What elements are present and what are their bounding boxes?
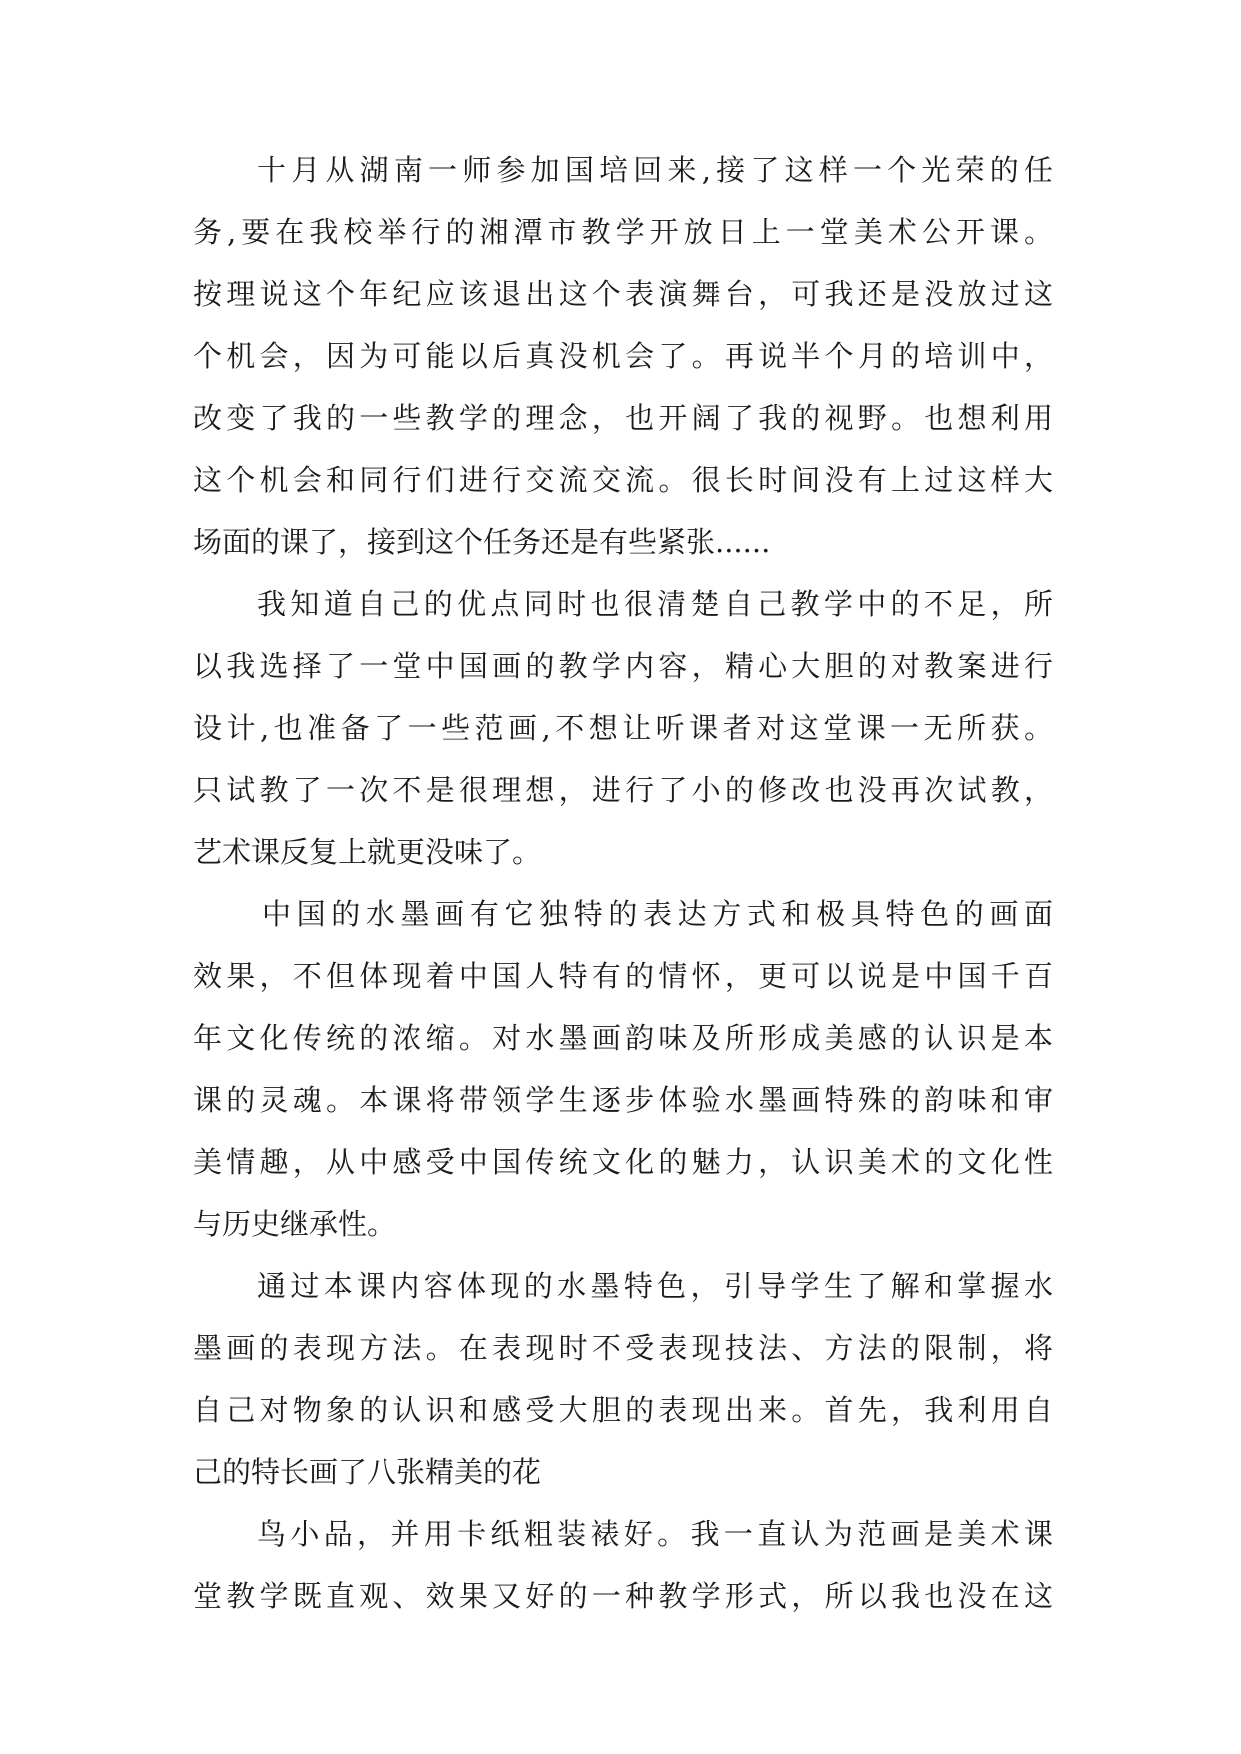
paragraph-3-line-2: 效果，不但体现着中国人特有的情怀，更可以说是中国千百 [193, 959, 1053, 993]
paragraph-1-line-5: 改变了我的一些教学的理念，也开阔了我的视野。也想利用 [193, 401, 1053, 435]
paragraph-3-line-6: 与历史继承性。 [193, 1207, 397, 1241]
paragraph-2-line-3: 设计,也准备了一些范画,不想让听课者对这堂课一无所获。 [193, 711, 1053, 745]
paragraph-1-line-4: 个机会，因为可能以后真没机会了。再说半个月的培训中， [193, 339, 1053, 373]
paragraph-1-line-2: 务,要在我校举行的湘潭市教学开放日上一堂美术公开课。 [193, 215, 1053, 249]
paragraph-4-line-2: 墨画的表现方法。在表现时不受表现技法、方法的限制，将 [193, 1331, 1053, 1365]
paragraph-5-line-1: 鸟小品，并用卡纸粗装裱好。我一直认为范画是美术课 [257, 1517, 1053, 1551]
paragraph-1-line-7: 场面的课了，接到这个任务还是有些紧张...... [193, 525, 771, 559]
paragraph-4-line-4: 己的特长画了八张精美的花 [193, 1455, 542, 1489]
paragraph-3-line-5: 美情趣，从中感受中国传统文化的魅力，认识美术的文化性 [193, 1145, 1053, 1179]
paragraph-1-line-3: 按理说这个年纪应该退出这个表演舞台，可我还是没放过这 [193, 277, 1053, 311]
paragraph-1-line-6: 这个机会和同行们进行交流交流。很长时间没有上过这样大 [193, 463, 1053, 497]
paragraph-1-line-1: 十月从湖南一师参加国培回来,接了这样一个光荣的任 [257, 153, 1053, 187]
paragraph-3-line-1: 中国的水墨画有它独特的表达方式和极具特色的画面 [262, 897, 1053, 931]
paragraph-2-line-2: 以我选择了一堂中国画的教学内容，精心大胆的对教案进行 [193, 649, 1053, 683]
paragraph-2-line-5: 艺术课反复上就更没味了。 [193, 835, 542, 869]
paragraph-4-line-1: 通过本课内容体现的水墨特色，引导学生了解和掌握水 [257, 1269, 1053, 1303]
paragraph-2-line-1: 我知道自己的优点同时也很清楚自己教学中的不足，所 [257, 587, 1053, 621]
paragraph-5-line-2: 堂教学既直观、效果又好的一种教学形式，所以我也没在这 [193, 1579, 1053, 1613]
paragraph-4-line-3: 自己对物象的认识和感受大胆的表现出来。首先，我利用自 [193, 1393, 1053, 1427]
paragraph-3-line-3: 年文化传统的浓缩。对水墨画韵味及所形成美感的认识是本 [193, 1021, 1053, 1055]
paragraph-2-line-4: 只试教了一次不是很理想，进行了小的修改也没再次试教， [193, 773, 1053, 807]
paragraph-3-line-4: 课的灵魂。本课将带领学生逐步体验水墨画特殊的韵味和审 [193, 1083, 1053, 1117]
